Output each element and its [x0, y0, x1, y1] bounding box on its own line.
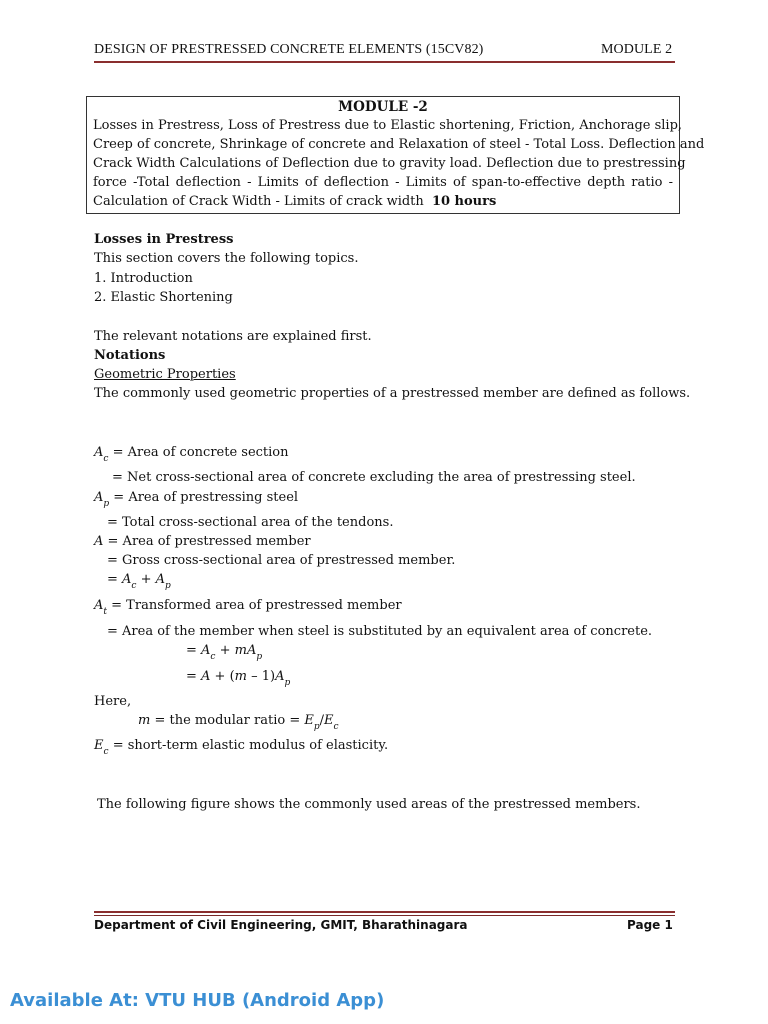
- syllabus-box: [86, 96, 705, 214]
- header-rule: [94, 61, 675, 63]
- definition-text: = Area of concrete section: [112, 445, 289, 460]
- syllabus-line: Losses in Prestress, Loss of Prestress due to Elastic shortening, Friction, Anchorage slip,: [93, 118, 683, 133]
- footer-department: Department of Civil Engineering, GMIT, Bharathinagara: [94, 918, 468, 932]
- symbol: $E_c$: [94, 738, 109, 757]
- section-title: Losses in Prestress: [94, 232, 234, 247]
- geometric-heading: Geometric Properties: [94, 367, 236, 382]
- at-formula-2: = $A + (m - 1)A_p$: [186, 669, 291, 688]
- page-number: Page 1: [627, 918, 673, 932]
- ap-definition-2: = Total cross-sectional area of the tendons.: [107, 515, 394, 530]
- a-definition-2: = Gross cross-sectional area of prestressed member.: [107, 553, 456, 568]
- a-formula: = $A_c + A_p$: [107, 572, 171, 591]
- syllabus-hours: 10 hours: [431, 194, 497, 209]
- definition-text: = Area of prestressing steel: [113, 490, 299, 505]
- symbol: $A_c$: [94, 445, 109, 464]
- figure-intro: The following figure shows the commonly used areas of the prestressed members.: [97, 797, 641, 812]
- module-label: MODULE 2: [601, 42, 673, 57]
- syllabus-line: Calculation of Crack Width - Limits of crack width: [93, 194, 424, 209]
- syllabus-line-last: [93, 194, 673, 209]
- notations-intro: The relevant notations are explained first.: [94, 329, 372, 344]
- section-intro: This section covers the following topics.: [94, 251, 359, 266]
- document-title: DESIGN OF PRESTRESSED CONCRETE ELEMENTS (15CV82): [94, 42, 484, 57]
- symbol: $A_t$: [94, 598, 108, 617]
- watermark-text: Available At: VTU HUB (Android App): [10, 990, 385, 1011]
- syllabus-title: MODULE -2: [338, 99, 428, 115]
- definition-text: = short-term elastic modulus of elasticity.: [112, 738, 389, 753]
- symbol: A: [94, 534, 104, 549]
- ac-definition-2: = Net cross-sectional area of concrete excluding the area of prestressing steel.: [112, 470, 636, 485]
- at-definition-2: = Area of the member when steel is substituted by an equivalent area of concrete.: [107, 624, 653, 639]
- notations-heading: Notations: [94, 348, 166, 363]
- syllabus-line: Crack Width Calculations of Deflection due to gravity load. Deflection due to prestressing: [93, 156, 686, 171]
- at-formula-1: = $A_c + mA_p$: [186, 643, 263, 662]
- topic-item: 2. Elastic Shortening: [94, 290, 233, 305]
- footer-rule-thin: [94, 915, 675, 916]
- syllabus-line: Creep of concrete, Shrinkage of concrete and Relaxation of steel - Total Loss. Deflection and: [93, 137, 705, 152]
- here-label: Here,: [94, 694, 132, 709]
- footer-rule: [94, 911, 675, 913]
- definition-text: = Area of prestressed member: [107, 534, 311, 549]
- ac-definition: [94, 445, 289, 464]
- symbol: $A_p$: [94, 490, 110, 509]
- syllabus-line: force -Total deflection - Limits of deflection - Limits of span-to-effective depth ratio -: [93, 175, 673, 190]
- at-definition: [94, 598, 402, 617]
- ap-definition: [94, 490, 298, 509]
- topic-item: 1. Introduction: [94, 271, 193, 286]
- ec-definition: [94, 738, 388, 757]
- definition-text: = Transformed area of prestressed member: [111, 598, 402, 613]
- geometric-intro: The commonly used geometric properties of a prestressed member are defined as follows.: [94, 386, 691, 401]
- definition-text: = the modular ratio =: [154, 713, 301, 728]
- modular-ratio: m = the modular ratio = $E_p/E_c$: [138, 713, 339, 732]
- a-definition: [94, 534, 311, 549]
